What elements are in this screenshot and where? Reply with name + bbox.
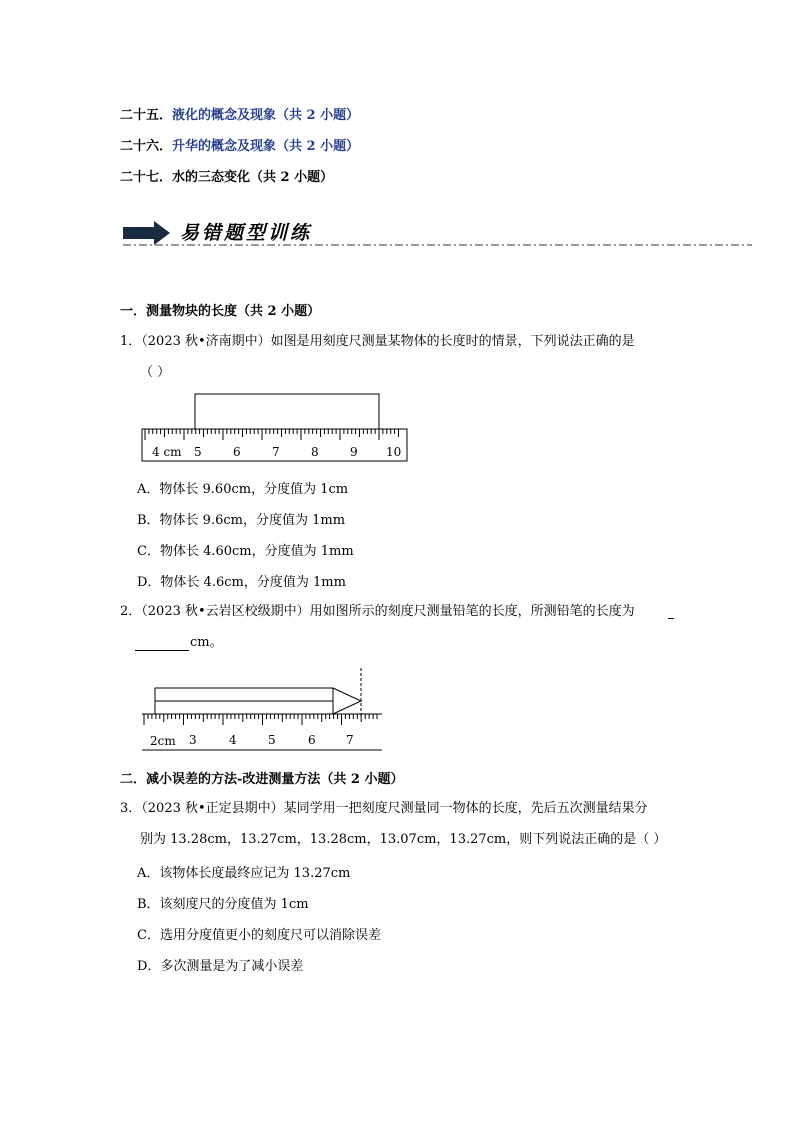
- toc-title: 液化的概念及现象: [172, 108, 277, 123]
- question-1-blank: （ ）: [140, 365, 171, 380]
- ruler-label: 3: [189, 733, 197, 747]
- question-3-stem: 3．（2023 秋•正定县期中）某同学用一把刻度尺测量同一物体的长度，先后五次测量结果分: [120, 801, 648, 816]
- toc-num: 二十六．: [120, 139, 173, 154]
- q3-option-b[interactable]: B．该刻度尺的分度值为 1cm: [137, 897, 309, 912]
- ruler-label: 5: [268, 733, 276, 747]
- ruler-label: 9: [350, 445, 358, 459]
- ruler-label: 4: [229, 733, 237, 747]
- pencil-tip: [333, 688, 361, 714]
- ruler-label: 10: [386, 445, 402, 459]
- q1-option-c[interactable]: C．物体长 4.60cm，分度值为 1mm: [137, 544, 354, 559]
- section-heading-1: 一．测量物块的长度（共 2 小题）: [120, 304, 321, 319]
- answer-blank-mark: [668, 618, 674, 619]
- ruler-figure-2: [140, 664, 385, 756]
- ruler-ticks: [144, 714, 377, 725]
- ruler-figure-1: [140, 392, 412, 468]
- answer-blank[interactable]: [135, 650, 189, 651]
- question-3-stem-cont: 别为 13.28cm，13.27cm，13.28cm，13.07cm，13.27cm，则下列说法正确的是（ ）: [140, 832, 667, 847]
- section-banner: [120, 218, 760, 248]
- toc-item-25[interactable]: [120, 104, 359, 123]
- q1-option-a[interactable]: A．物体长 9.60cm，分度值为 1cm: [137, 482, 349, 497]
- toc-title: 水的三态变化: [172, 170, 251, 185]
- ruler-label: 5: [194, 445, 202, 459]
- banner-title: 易错题型训练: [180, 222, 313, 244]
- toc-num: 二十五．: [120, 108, 173, 123]
- toc-item-26[interactable]: [120, 135, 359, 154]
- section-heading-2: 二．减小误差的方法-改进测量方法（共 2 小题）: [120, 772, 404, 787]
- ruler-label: 7: [346, 733, 354, 747]
- toc-count: （共 2 小题）: [276, 139, 360, 154]
- q1-option-b[interactable]: B．物体长 9.6cm，分度值为 1mm: [137, 513, 346, 528]
- ruler-label: 2cm: [150, 734, 176, 748]
- ruler-label: 6: [308, 733, 316, 747]
- q3-option-d[interactable]: D．多次测量是为了减小误差: [137, 959, 304, 974]
- ruler-label: 6: [233, 445, 241, 459]
- toc-num: 二十七．: [120, 170, 173, 185]
- ruler-ticks: [145, 429, 399, 440]
- q3-option-c[interactable]: C．选用分度值更小的刻度尺可以消除误差: [137, 928, 381, 943]
- toc-title: 升华的概念及现象: [172, 139, 277, 154]
- q1-option-d[interactable]: D．物体长 4.6cm，分度值为 1mm: [137, 575, 346, 590]
- ruler-label: 7: [272, 445, 280, 459]
- q3-option-a[interactable]: A．该物体长度最终应记为 13.27cm: [137, 866, 351, 881]
- ruler-label: 4 cm: [152, 445, 182, 459]
- question-2-unit: cm。: [190, 635, 223, 650]
- arrow-icon: [123, 221, 170, 245]
- question-2-stem: 2．（2023 秋•云岩区校级期中）用如图所示的刻度尺测量铅笔的长度，所测铅笔的长度为: [120, 604, 635, 619]
- toc-count: （共 2 小题）: [250, 170, 334, 185]
- ruler-label: 8: [311, 445, 319, 459]
- measured-block: [195, 394, 379, 429]
- toc-item-27[interactable]: [120, 166, 333, 185]
- question-1-stem: 1．（2023 秋•济南期中）如图是用刻度尺测量某物体的长度时的情景，下列说法正确的是: [120, 334, 635, 349]
- toc-count: （共 2 小题）: [276, 108, 360, 123]
